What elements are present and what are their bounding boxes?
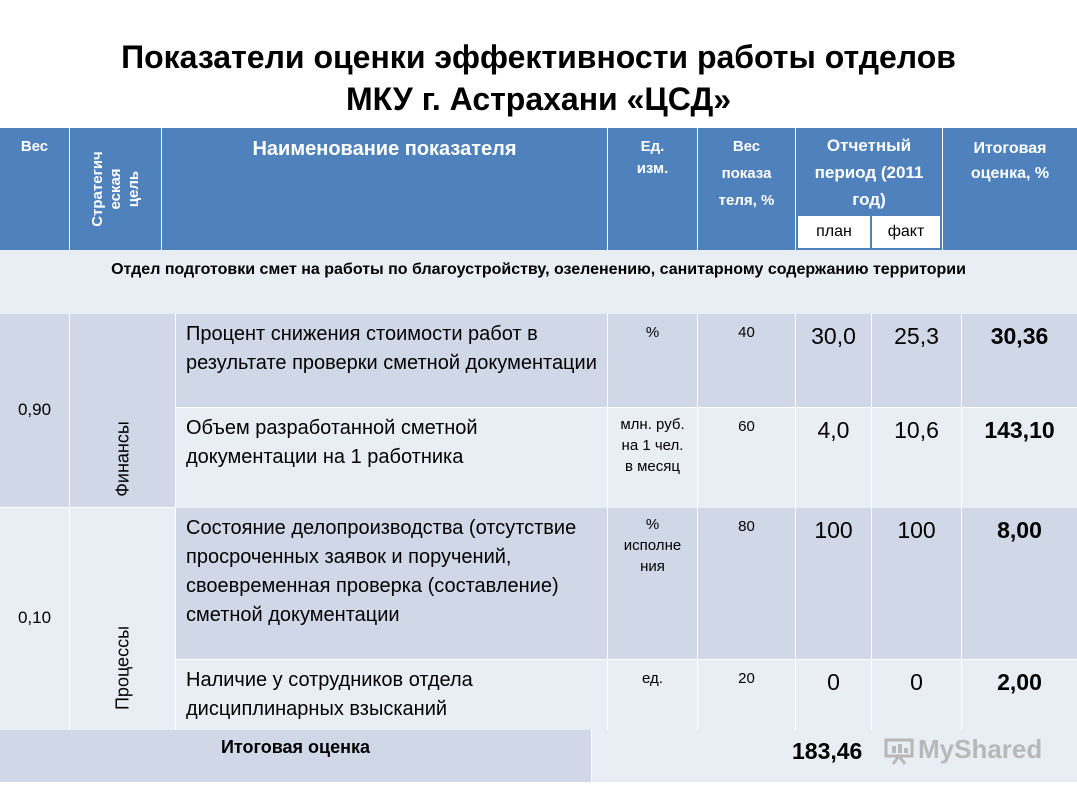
group-goal: Финансы bbox=[70, 314, 176, 508]
total-value: 183,46 bbox=[592, 730, 1077, 782]
table-row-unit: % исполне ния bbox=[608, 508, 698, 660]
group-goal: Процессы bbox=[70, 508, 176, 730]
group-weight: 0,90 bbox=[0, 314, 70, 508]
table-row-plan: 4,0 bbox=[796, 408, 872, 508]
total-label: Итоговая оценка bbox=[0, 730, 592, 782]
table-row-weight: 40 bbox=[698, 314, 796, 408]
header-period: Отчетный период (2011 год) bbox=[796, 128, 942, 214]
table-row-unit: млн. руб. на 1 чел. в месяц bbox=[608, 408, 698, 508]
table-row-plan: 100 bbox=[796, 508, 872, 660]
table-row-fact: 0 bbox=[872, 660, 962, 730]
table-row-plan: 0 bbox=[796, 660, 872, 730]
watermark-logo: MyShared bbox=[884, 730, 1042, 768]
section-title: Отдел подготовки смет на работы по благоустройству, озеленению, санитарному содержанию территории bbox=[0, 250, 1077, 314]
page-title bbox=[0, 36, 1077, 120]
table-row-unit: ед. bbox=[608, 660, 698, 730]
table-row-score: 8,00 bbox=[962, 508, 1077, 660]
table-row-score: 30,36 bbox=[962, 314, 1077, 408]
table-row-weight: 80 bbox=[698, 508, 796, 660]
header-fact: факт bbox=[872, 214, 942, 250]
table-row-fact: 10,6 bbox=[872, 408, 962, 508]
table-row-fact: 25,3 bbox=[872, 314, 962, 408]
title-line-2: МКУ г. Астрахани «ЦСД» bbox=[345, 81, 732, 117]
header-unit: Ед. изм. bbox=[608, 128, 698, 250]
title-line-1: Показатели оценки эффективности работы отделов bbox=[121, 39, 956, 75]
table-row-plan: 30,0 bbox=[796, 314, 872, 408]
header-goal: Стратегич еская цель bbox=[70, 128, 162, 250]
presentation-icon bbox=[884, 737, 914, 765]
table-row-weight: 20 bbox=[698, 660, 796, 730]
table-row-weight: 60 bbox=[698, 408, 796, 508]
header-plan: план bbox=[796, 214, 872, 250]
table-row-name: Состояние делопроизводства (отсутствие просроченных заявок и поручений, своевременная проверка (составление) сметной документации bbox=[176, 508, 608, 660]
table-row-score: 143,10 bbox=[962, 408, 1077, 508]
header-name: Наименование показателя bbox=[162, 128, 608, 250]
table-row-name: Процент снижения стоимости работ в результате проверки сметной документации bbox=[176, 314, 608, 408]
table-row-name: Наличие у сотрудников отдела дисциплинарных взысканий bbox=[176, 660, 608, 730]
header-indicator-weight: Вес показа теля, % bbox=[698, 128, 796, 250]
group-weight: 0,10 bbox=[0, 508, 70, 730]
table-row-fact: 100 bbox=[872, 508, 962, 660]
header-total: Итоговая оценка, % bbox=[942, 128, 1077, 250]
table-row-name: Объем разработанной сметной документации на 1 работника bbox=[176, 408, 608, 508]
table-row-unit: % bbox=[608, 314, 698, 408]
table-row-score: 2,00 bbox=[962, 660, 1077, 730]
header-weight: Вес bbox=[0, 128, 70, 250]
